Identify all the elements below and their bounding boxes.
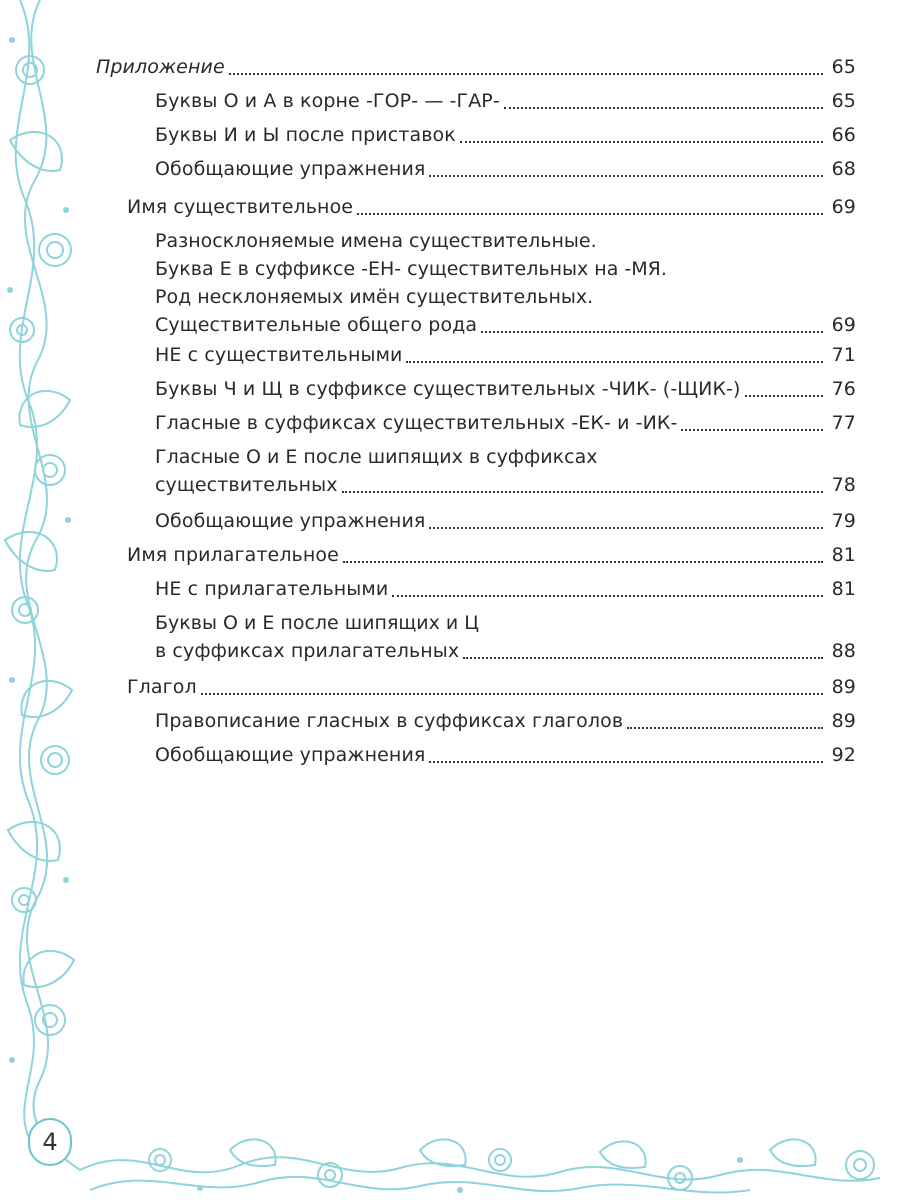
toc-entry-page: 81 — [831, 578, 856, 600]
toc-entry-page: 78 — [831, 474, 856, 496]
toc-entry-title: Обобщающие упражнения — [155, 510, 426, 532]
toc-entry-page: 81 — [831, 544, 856, 566]
toc-entry-title: Глагол — [127, 676, 197, 698]
toc-entry-page: 69 — [831, 196, 856, 218]
dot-leader — [681, 428, 823, 431]
toc-entry-title: Обобщающие упражнения — [155, 744, 426, 766]
toc-entry-page: 89 — [831, 710, 856, 732]
toc-entry-title: Правописание гласных в суффиксах глаголов — [155, 710, 624, 732]
dot-leader — [504, 106, 823, 109]
dot-leader — [460, 140, 823, 143]
toc-entry-title: существительных — [155, 474, 338, 496]
dot-leader — [429, 760, 823, 763]
dot-leader — [627, 726, 823, 729]
toc-entry-title: Обобщающие упражнения — [155, 158, 426, 180]
dot-leader — [343, 560, 823, 563]
toc-entry-title: Имя существительное — [127, 196, 354, 218]
toc-entry-title-line: Буква Е в суффиксе -ЕН- существительных на -МЯ. — [155, 258, 667, 280]
page-number: 4 — [28, 1118, 72, 1166]
dot-leader — [429, 174, 823, 177]
toc-entry-page: 77 — [831, 412, 856, 434]
toc-entry-page: 65 — [831, 90, 856, 112]
toc-entry-page: 65 — [831, 56, 856, 78]
toc-entry-page: 76 — [831, 378, 856, 400]
toc-entry-page: 66 — [831, 124, 856, 146]
dot-leader — [463, 656, 823, 659]
toc-entry-title-line: Гласные О и Е после шипящих в суффиксах — [155, 446, 598, 468]
dot-leader — [481, 330, 823, 333]
toc-entry-title-line: Разносклоняемые имена существительные. — [155, 230, 597, 252]
toc-entry-title: Гласные в суффиксах существительных -ЕК- и -ИК- — [155, 412, 678, 434]
toc-entry-title: Буквы Ч и Щ в суффиксе существительных -ЧИК- (-ЩИК-) — [155, 378, 741, 400]
toc-entry-title: Приложение — [96, 56, 225, 78]
toc-entry-page: 88 — [831, 640, 856, 662]
toc-entry-page: 92 — [831, 744, 856, 766]
dot-leader — [201, 692, 823, 695]
dot-leader — [392, 594, 823, 597]
toc-entry-page: 68 — [831, 158, 856, 180]
dot-leader — [342, 490, 823, 493]
toc-entry-page: 71 — [831, 344, 856, 366]
dot-leader — [429, 526, 823, 529]
toc-entry-title: Буквы И и Ы после приставок — [155, 124, 456, 146]
dot-leader — [745, 394, 823, 397]
toc-entry-title: Имя прилагательное — [127, 544, 339, 566]
toc-entry-title: НЕ с существительными — [155, 344, 403, 366]
toc-entry-title-line: Род несклоняемых имён существительных. — [155, 286, 594, 308]
toc-entry-page: 89 — [831, 676, 856, 698]
toc-entry-page: 69 — [831, 314, 856, 336]
toc-entry-title-line: Буквы О и Е после шипящих и Ц — [155, 612, 480, 634]
toc-entry-title: Буквы О и А в корне -ГОР- — -ГАР- — [155, 90, 500, 112]
dot-leader — [357, 212, 823, 215]
toc-entry-title: Существительные общего рода — [155, 314, 478, 336]
dot-leader — [229, 72, 823, 75]
toc-entry-page: 79 — [831, 510, 856, 532]
dot-leader — [406, 360, 823, 363]
toc-entry-title: в суффиксах прилагательных — [155, 640, 460, 662]
toc-entry-title: НЕ с прилагательными — [155, 578, 389, 600]
